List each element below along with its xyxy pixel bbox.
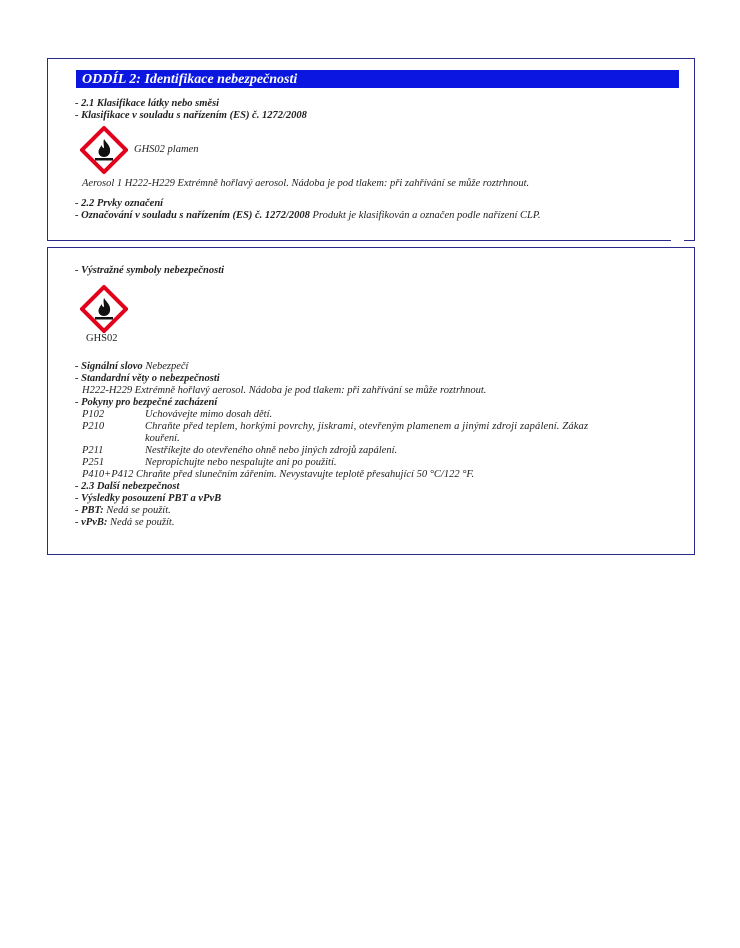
precaution-text: Uchovávejte mimo dosah dětí. — [145, 409, 273, 420]
s23-heading: - 2.3 Další nebezpečnost — [75, 481, 180, 492]
ghs02-flame-icon — [80, 126, 128, 174]
vpvb-label: - vPvB: — [75, 517, 108, 528]
box-divider — [47, 240, 671, 241]
precaution-text: Chraňte před teplem, horkými povrchy, jiskrami, otevřeným plamenem a jinými zdroji zapálení. Zákaz — [145, 421, 589, 432]
precaution-p410: P410+P412 Chraňte před slunečním zářením. Nevystavujte teplotě přesahující 50 °C/122 °F. — [82, 469, 475, 480]
precaution-text-cont: kouření. — [145, 433, 180, 444]
s21-clp-heading: - Klasifikace v souladu s nařízením (ES) č. 1272/2008 — [75, 110, 307, 121]
s22-marking-text: Produkt je klasifikován a označen podle nařízení CLP. — [309, 210, 541, 221]
s22-heading: - 2.2 Prvky označení — [75, 198, 164, 209]
precaution-code: P251 — [82, 457, 105, 468]
hazard-statement: H222-H229 Extrémně hořlavý aerosol. Nádoba je pod tlakem: při zahřívání se může roztrhnout. — [82, 385, 487, 396]
signal-word-value: Nebezpečí — [142, 361, 189, 372]
pbt-label: - PBT: — [75, 505, 104, 516]
precaution-code: P211 — [82, 445, 104, 456]
vpvb-line — [75, 517, 174, 529]
warning-symbols-heading: - Výstražné symboly nebezpečnosti — [75, 265, 225, 276]
ghs02-code: GHS02 — [86, 333, 118, 344]
pbt-value: Nedá se použít. — [103, 505, 171, 516]
s22-marking-heading: - Označování v souladu s nařízením (ES) č. 1272/2008 — [75, 210, 310, 221]
pbt-results-heading: - Výsledky posouzení PBT a vPvB — [75, 493, 222, 504]
precaution-heading: - Pokyny pro bezpečné zacházení — [75, 397, 218, 408]
hazard-statements-heading: - Standardní věty o nebezpečnosti — [75, 373, 220, 384]
pbt-line — [75, 505, 171, 517]
signal-word-line — [75, 361, 188, 373]
precaution-code: P102 — [82, 409, 105, 420]
ghs02-flame-icon — [80, 285, 128, 333]
box-divider-tick — [684, 240, 695, 241]
precaution-text: Nestříkejte do otevřeného ohně nebo jiných zdrojů zapálení. — [145, 445, 398, 456]
s21-heading: - 2.1 Klasifikace látky nebo směsi — [75, 98, 220, 109]
s22-marking-line — [75, 210, 541, 222]
aerosol-classification: Aerosol 1 H222-H229 Extrémně hořlavý aerosol. Nádoba je pod tlakem: při zahřívání se může roztrhnout. — [82, 178, 530, 189]
section-header — [76, 70, 679, 88]
vpvb-value: Nedá se použít. — [107, 517, 175, 528]
precaution-text: Nepropichujte nebo nespalujte ani po použití. — [145, 457, 337, 468]
section-title: ODDÍL 2: Identifikace nebezpečnosti — [82, 72, 298, 87]
signal-word-heading: - Signální slovo — [75, 361, 143, 372]
precaution-code: P210 — [82, 421, 105, 432]
ghs02-label: GHS02 plamen — [134, 144, 199, 155]
